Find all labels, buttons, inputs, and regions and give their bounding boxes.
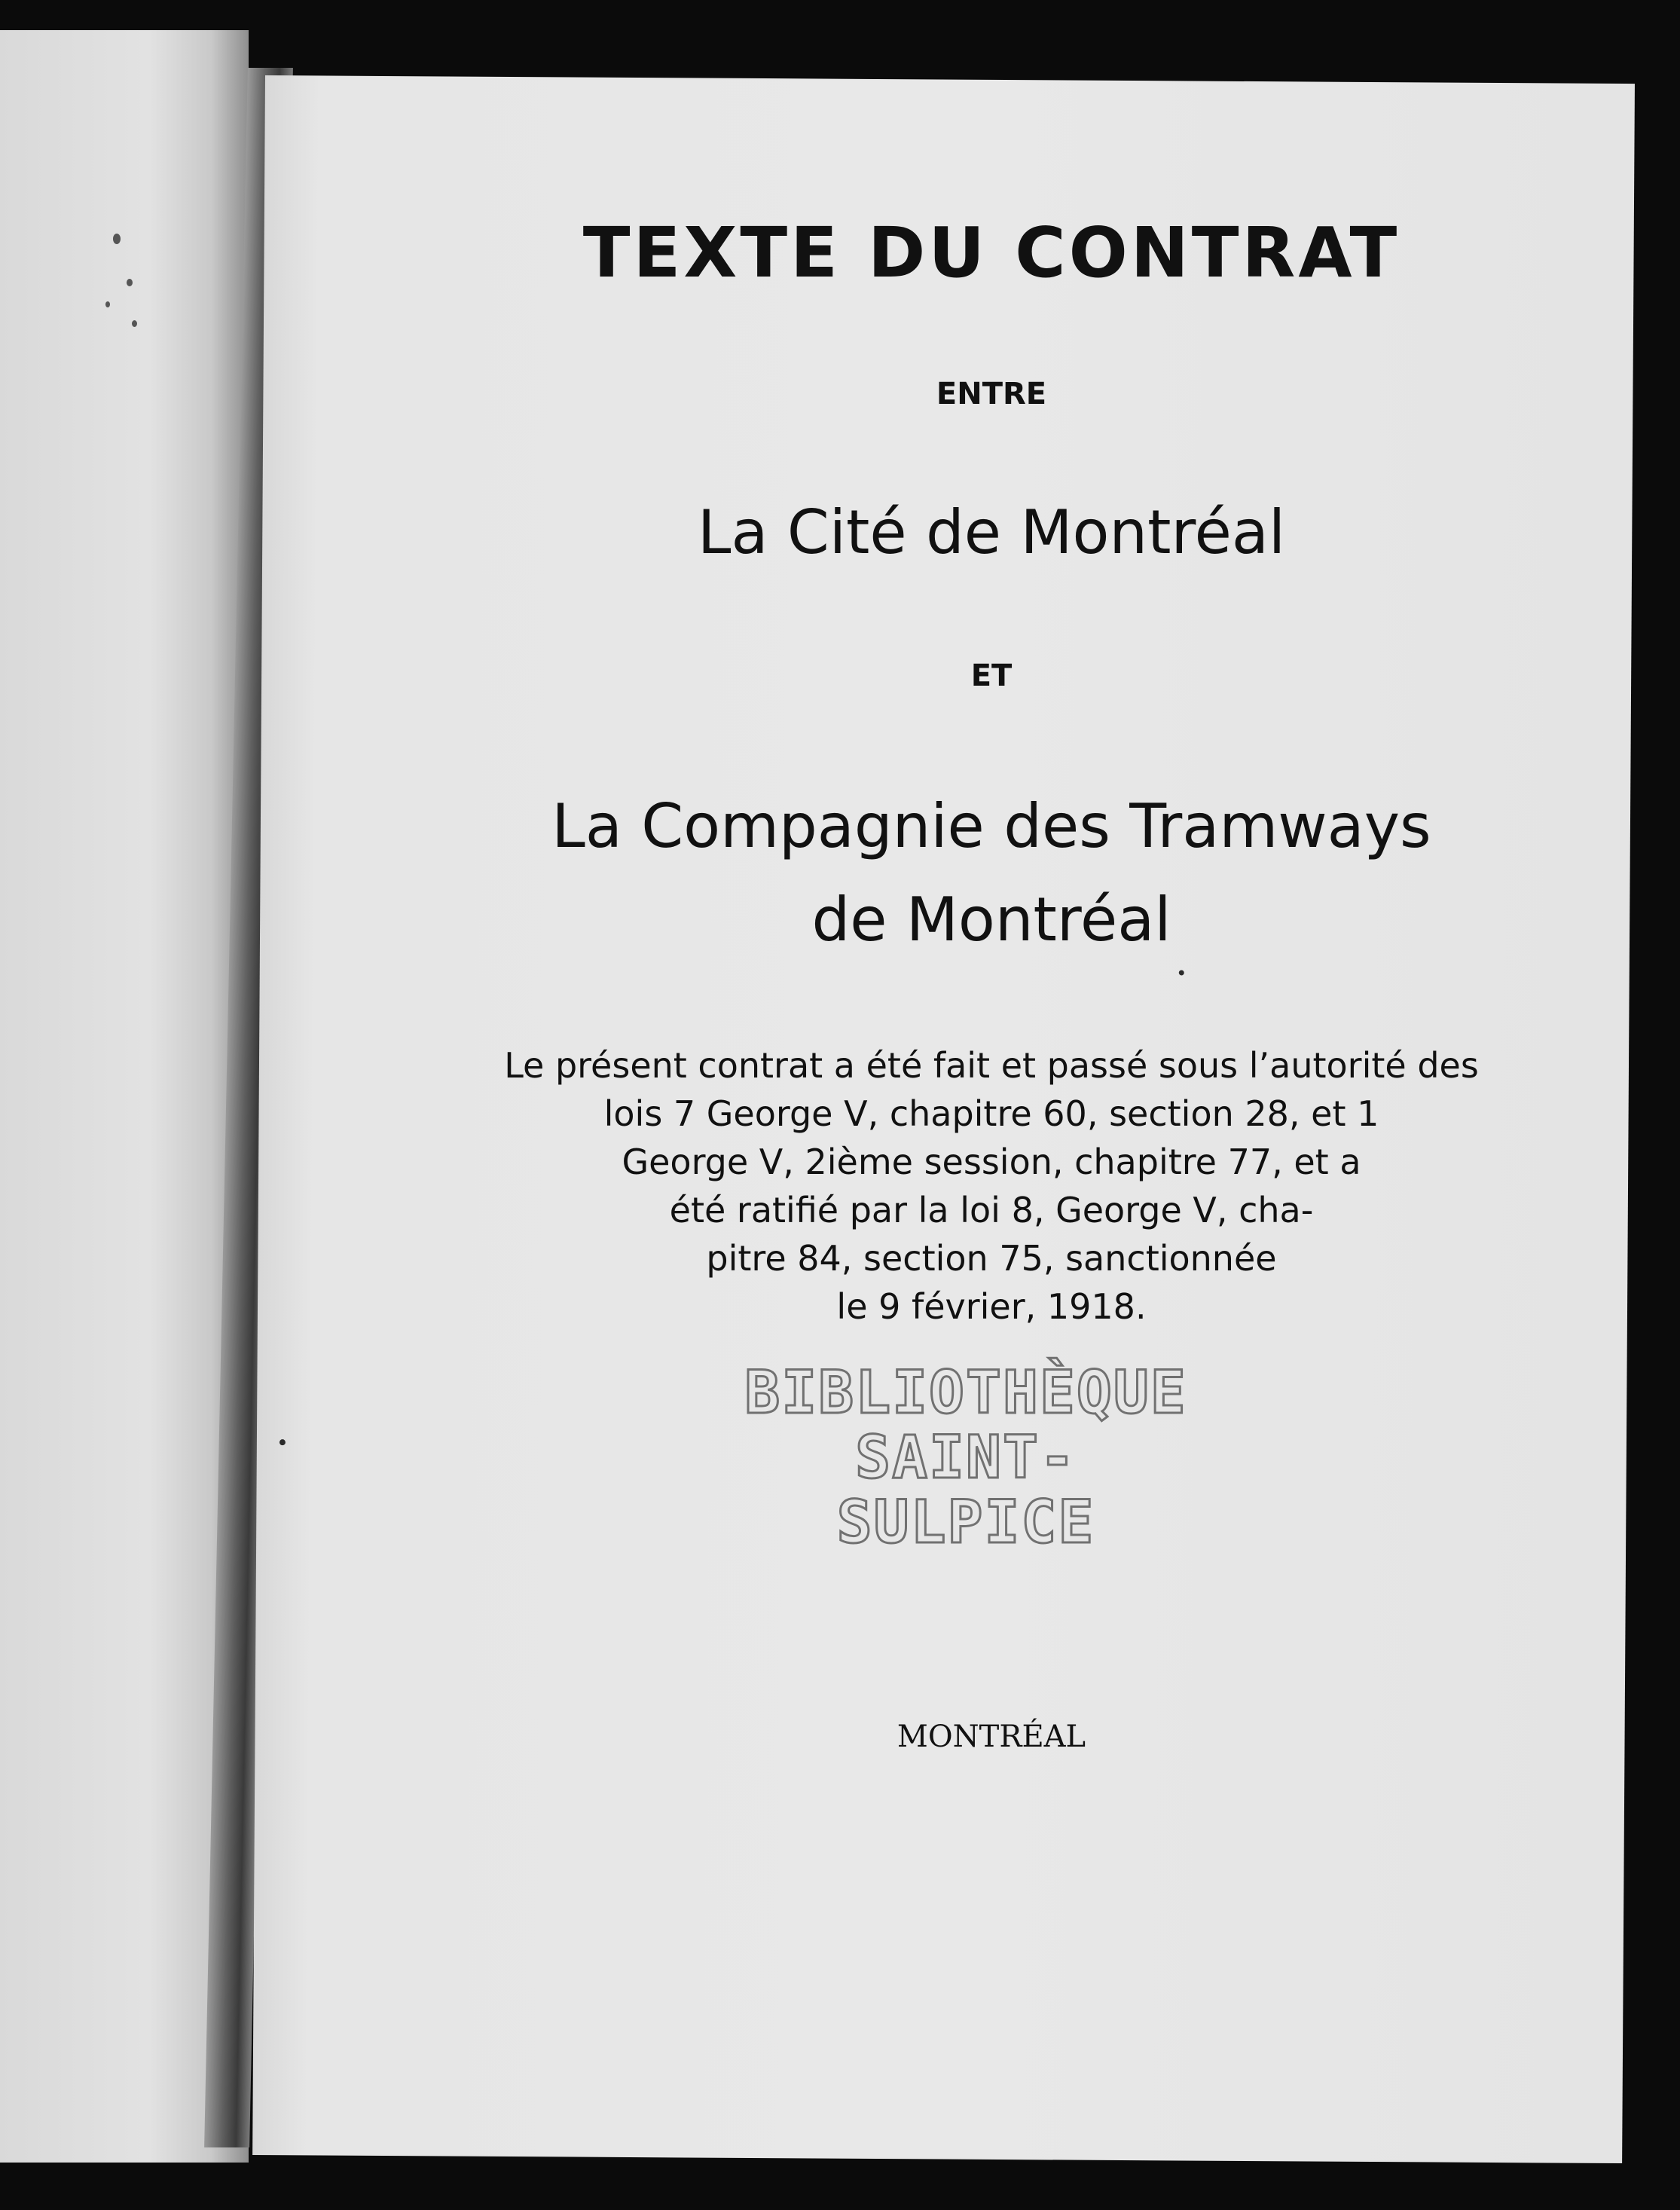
- legal-note-line: Le présent contrat a été fait et passé sous l’autorité des: [504, 1045, 1479, 1086]
- legal-note: [348, 1041, 1635, 1331]
- ink-speck: [113, 234, 121, 244]
- and-label: ET: [970, 659, 1013, 693]
- stamp-line: BIBLIOTHÈQUE: [744, 1359, 1187, 1427]
- party-two: [348, 780, 1635, 967]
- party-two-line: de Montréal: [811, 885, 1171, 955]
- legal-note-line: lois 7 George V, chapitre 60, section 28, et 1: [603, 1093, 1379, 1134]
- page-content: [265, 75, 1635, 2110]
- ink-speck: [105, 301, 110, 307]
- stamp-line: SAINT-SULPICE: [836, 1424, 1095, 1557]
- legal-note-line: été ratifié par la loi 8, George V, cha-: [669, 1190, 1314, 1230]
- document-title: TEXTE DU CONTRAT: [582, 212, 1401, 293]
- ink-speck: [132, 320, 137, 327]
- party-one: La Cité de Montréal: [697, 497, 1286, 567]
- ink-speck: [127, 279, 133, 286]
- legal-note-line: George V, 2ième session, chapitre 77, et a: [622, 1142, 1361, 1182]
- publication-place: MONTRÉAL: [897, 1719, 1086, 1754]
- legal-note-line: pitre 84, section 75, sanctionnée: [706, 1238, 1277, 1279]
- between-label: ENTRE: [936, 377, 1047, 411]
- legal-note-line: le 9 février, 1918.: [836, 1286, 1147, 1327]
- party-two-line: La Compagnie des Tramways: [551, 791, 1431, 861]
- library-stamp: [732, 1361, 1199, 1555]
